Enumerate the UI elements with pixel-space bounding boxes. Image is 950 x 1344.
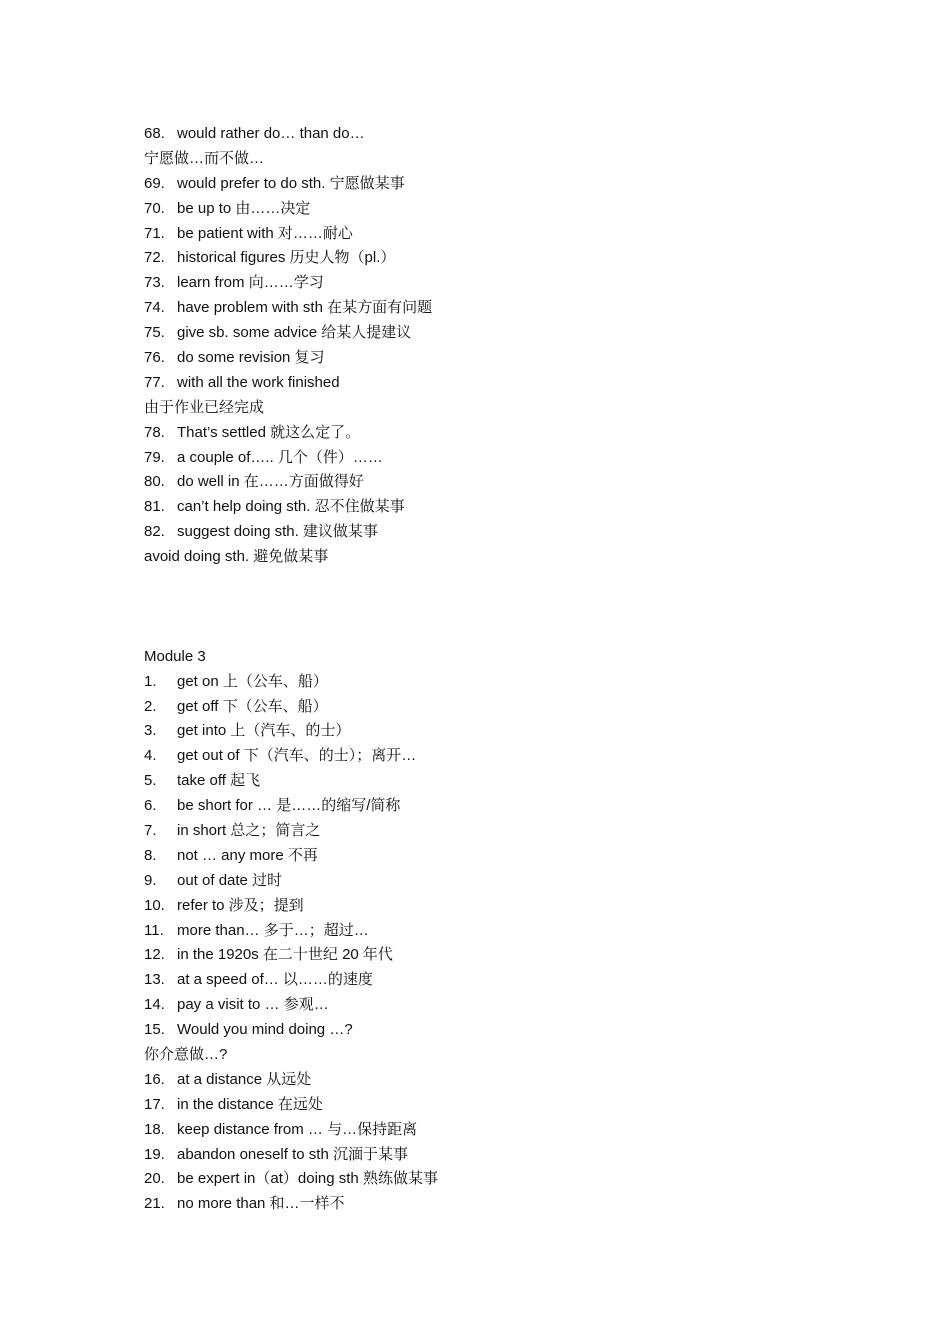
list-item-translation: [144, 147, 844, 172]
list-item: [144, 968, 844, 993]
section-title: Module 3: [144, 647, 206, 665]
list-item: [144, 1093, 844, 1118]
list-item: [144, 744, 844, 769]
list-item: [144, 670, 844, 695]
item-number: 13.: [144, 971, 165, 989]
list-item: [144, 346, 844, 371]
item-text: learn from 向……学习: [177, 274, 324, 292]
item-number: 71.: [144, 224, 165, 242]
item-number: 6.: [144, 797, 157, 815]
item-text: suggest doing sth. 建议做某事: [177, 523, 378, 541]
item-number: 72.: [144, 249, 165, 267]
item-number: 15.: [144, 1021, 165, 1039]
item-text: give sb. some advice 给某人提建议: [177, 324, 412, 342]
list-item: [144, 844, 844, 869]
list-item: [144, 470, 844, 495]
item-text: historical figures 历史人物（pl.）: [177, 249, 396, 267]
item-number: 70.: [144, 199, 165, 217]
item-text: get off 下（公车、船）: [177, 697, 328, 715]
list-item: [144, 869, 844, 894]
item-text: refer to 涉及；提到: [177, 896, 304, 914]
item-number: 78.: [144, 423, 165, 441]
list-item: [144, 222, 844, 247]
item-number: 69.: [144, 174, 165, 192]
item-number: 12.: [144, 946, 165, 964]
list-item: [144, 719, 844, 744]
list-item: [144, 993, 844, 1018]
item-text: can’t help doing sth. 忍不住做某事: [177, 498, 405, 516]
item-number: 5.: [144, 772, 157, 790]
item-text: in the distance 在远处: [177, 1095, 323, 1113]
item-number: 1.: [144, 672, 157, 690]
section-spacer: [144, 570, 844, 645]
item-text: abandon oneself to sth 沉湎于某事: [177, 1145, 408, 1163]
item-text: keep distance from … 与…保持距离: [177, 1120, 418, 1138]
item-number: 14.: [144, 996, 165, 1014]
list-item: [144, 819, 844, 844]
list-item: [144, 197, 844, 222]
item-number: 79.: [144, 448, 165, 466]
item-number: 74.: [144, 299, 165, 317]
item-number: 8.: [144, 846, 157, 864]
item-text: would prefer to do sth. 宁愿做某事: [177, 174, 405, 192]
list-item: [144, 943, 844, 968]
item-text: 由于作业已经完成: [144, 398, 265, 416]
item-text: get out of 下（汽车、的士）；离开…: [177, 747, 417, 765]
item-text: do some revision 复习: [177, 349, 325, 367]
item-text: in the 1920s 在二十世纪 20 年代: [177, 946, 393, 964]
item-number: 68.: [144, 125, 165, 142]
item-number: 7.: [144, 821, 157, 839]
item-number: 80.: [144, 473, 165, 491]
item-number: 82.: [144, 523, 165, 541]
item-text: get on 上（公车、船）: [177, 672, 328, 690]
list-item: [144, 371, 844, 396]
item-number: 77.: [144, 373, 165, 391]
document-content: [144, 122, 844, 1217]
item-number: 76.: [144, 349, 165, 367]
list-item: [144, 794, 844, 819]
list-item: [144, 321, 844, 346]
phrase-list-section-2: [144, 645, 844, 1217]
item-text: no more than 和…一样不: [177, 1195, 345, 1213]
item-text: do well in 在……方面做得好: [177, 473, 364, 491]
item-number: 21.: [144, 1195, 165, 1213]
list-item: [144, 1167, 844, 1192]
list-item: [144, 1118, 844, 1143]
item-text: at a speed of… 以……的速度: [177, 971, 373, 989]
list-item: [144, 172, 844, 197]
item-number: 11.: [144, 921, 164, 939]
item-number: 18.: [144, 1120, 165, 1138]
item-text: Would you mind doing …?: [177, 1021, 353, 1039]
item-text: be expert in（at）doing sth 熟练做某事: [177, 1170, 438, 1188]
list-item: [144, 421, 844, 446]
item-number: 19.: [144, 1145, 165, 1163]
item-text: with all the work finished: [177, 373, 340, 391]
list-item: [144, 894, 844, 919]
item-number: 4.: [144, 747, 157, 765]
item-number: 75.: [144, 324, 165, 342]
item-number: 3.: [144, 722, 157, 740]
list-item: [144, 122, 844, 147]
list-item-translation: [144, 1043, 844, 1068]
item-text: avoid doing sth. 避免做某事: [144, 548, 329, 566]
item-text: would rather do… than do…: [177, 125, 365, 142]
list-item: [144, 446, 844, 471]
item-text: That’s settled 就这么定了。: [177, 423, 361, 441]
item-text: be patient with 对……耐心: [177, 224, 353, 242]
item-text: be short for … 是……的缩写/简称: [177, 797, 401, 815]
item-text: a couple of….. 几个（件）……: [177, 448, 383, 466]
list-item: [144, 520, 844, 545]
item-text: out of date 过时: [177, 871, 283, 889]
list-item: [144, 695, 844, 720]
list-item: [144, 495, 844, 520]
item-text: take off 起飞: [177, 772, 261, 790]
list-item: [144, 1143, 844, 1168]
item-text: 宁愿做…而不做…: [144, 149, 265, 167]
item-text: 你介意做…?: [144, 1045, 228, 1063]
phrase-list-section-1: [144, 122, 844, 570]
item-number: 73.: [144, 274, 165, 292]
item-number: 10.: [144, 896, 165, 914]
list-item: [144, 271, 844, 296]
list-item: [144, 246, 844, 271]
item-text: be up to 由……决定: [177, 199, 311, 217]
item-text: pay a visit to … 参观…: [177, 996, 329, 1014]
item-text: in short 总之；简言之: [177, 821, 321, 839]
item-number: 16.: [144, 1070, 165, 1088]
list-item: [144, 1018, 844, 1043]
item-text: not … any more 不再: [177, 846, 318, 864]
list-item: [144, 1068, 844, 1093]
item-text: get into 上（汽车、的士）: [177, 722, 351, 740]
item-text: at a distance 从远处: [177, 1070, 312, 1088]
item-text: more than… 多于…；超过…: [177, 921, 369, 939]
list-item: [144, 769, 844, 794]
list-item: [144, 919, 844, 944]
item-text: have problem with sth 在某方面有问题: [177, 299, 433, 317]
item-number: 17.: [144, 1095, 165, 1113]
item-number: 81.: [144, 498, 165, 516]
list-item: [144, 296, 844, 321]
list-item-unnumbered: [144, 545, 844, 570]
item-number: 9.: [144, 871, 157, 889]
item-number: 2.: [144, 697, 157, 715]
list-item-translation: [144, 396, 844, 421]
list-item: [144, 1192, 844, 1217]
item-number: 20.: [144, 1170, 165, 1188]
